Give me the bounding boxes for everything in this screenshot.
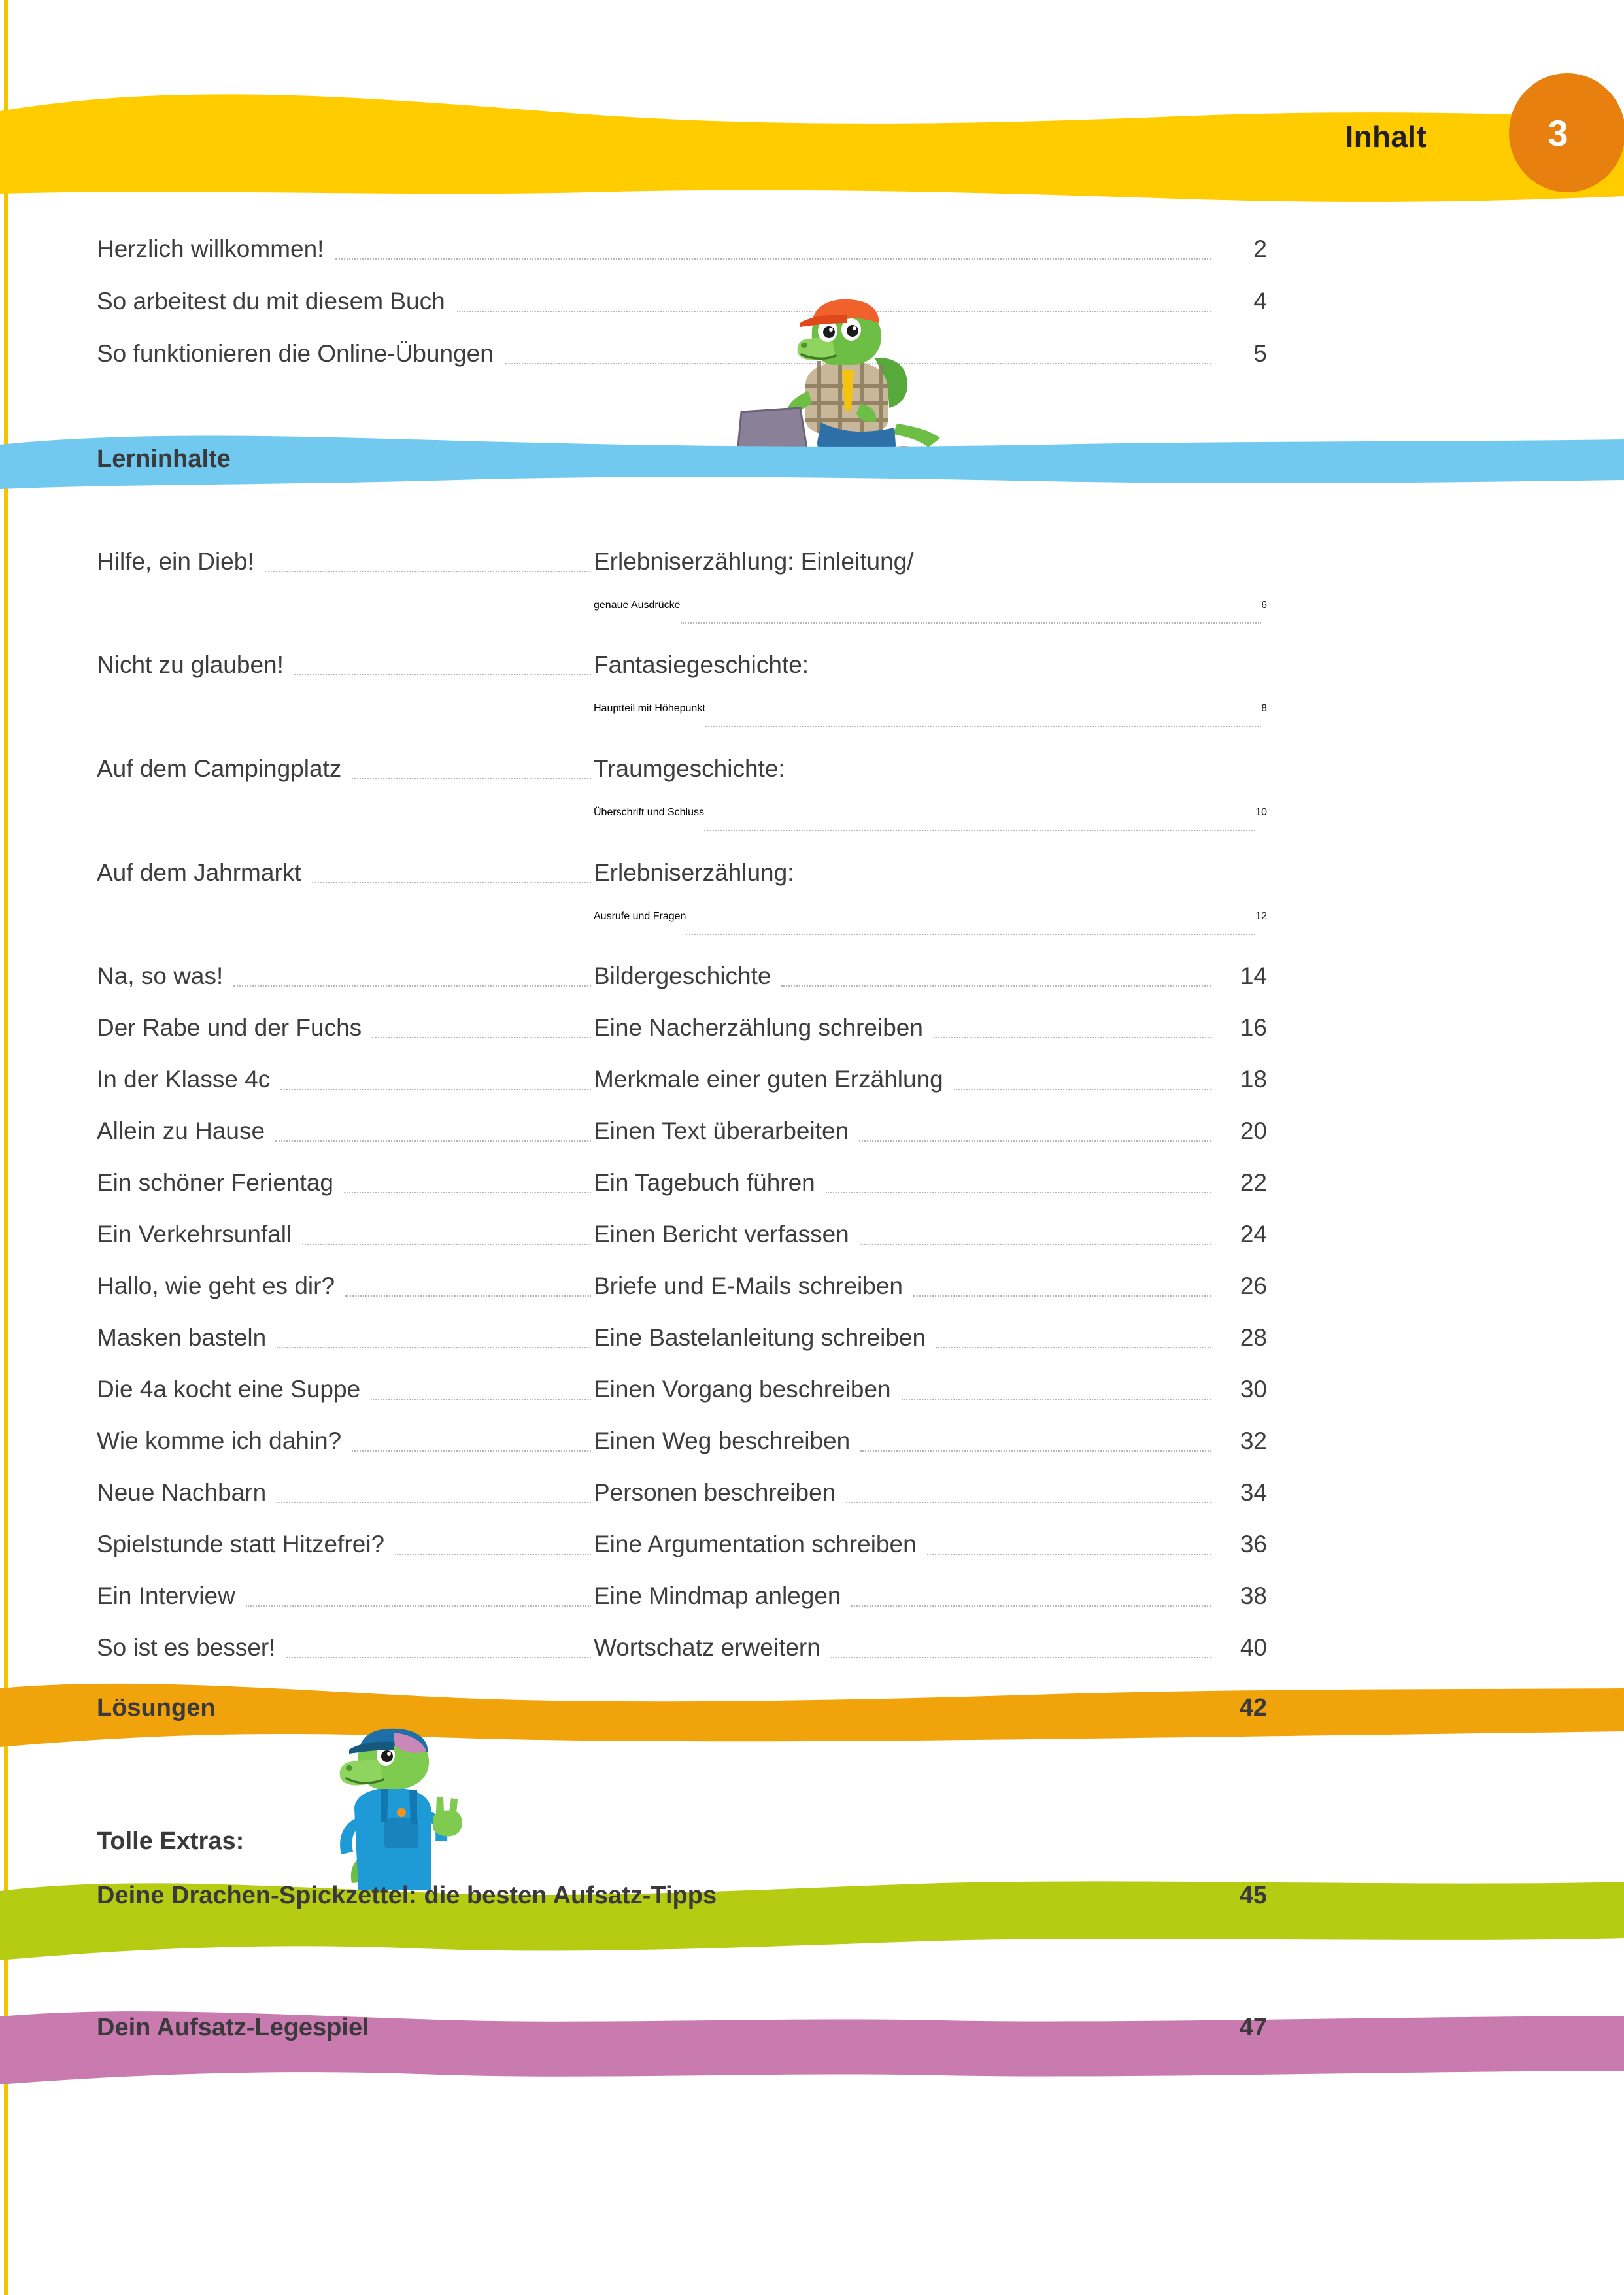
leader-dots [860,1450,1211,1452]
leader-dots [686,934,1255,935]
entry-title: Spielstunde statt Hitzefrei? [97,1531,385,1557]
entry-desc-cont: Hauptteil mit Höhepunkt [594,703,705,714]
entry-right [594,1169,1267,1199]
entry-title: Herzlich willkommen! [97,235,324,262]
leader-dots [371,1399,591,1400]
leader-dots [312,882,591,883]
entry-title: Ein schöner Ferientag [97,1169,333,1196]
leader-dots [275,1140,591,1142]
leader-dots [851,1605,1211,1606]
entry-desc: Eine Mindmap anlegen [594,1582,841,1609]
band-label-loesungen: Lösungen [97,1694,216,1722]
entry-page: 12 [1255,911,1267,922]
entry-right [594,1479,1267,1509]
entry-left [97,1272,591,1302]
entry-left [97,755,591,785]
leader-dots [233,985,591,987]
entry-right [594,962,1267,993]
entry-desc: Wortschatz erweitern [594,1634,820,1661]
entry-page: 2 [1253,235,1267,262]
entry-page: 6 [1261,600,1267,611]
entry-right [594,755,1267,785]
page-title: Inhalt [1345,120,1427,154]
entry-right [594,1427,1267,1457]
entry-left [97,859,591,889]
leader-dots [681,622,1262,624]
leader-dots [705,726,1261,727]
toc-entry-intro[interactable] [97,340,1267,370]
extras-label: Tolle Extras: [97,1828,245,1855]
entry-title: Der Rabe und der Fuchs [97,1014,362,1041]
entry-title: Ein Interview [97,1582,235,1609]
band-label-spickzettel: Deine Drachen-Spickzettel: die besten Aufsatz-Tipps [97,1882,717,1909]
entry-right [594,859,1267,889]
entry-right-line2 [594,911,1267,941]
entry-title: Auf dem Campingplatz [97,755,342,782]
entry-desc: Einen Weg beschreiben [594,1427,851,1454]
page-number: 3 [1548,112,1568,154]
leader-dots [286,1657,591,1658]
entry-desc: Traumgeschichte: [594,755,785,782]
entry-left [97,1169,591,1199]
leader-dots [280,1089,591,1090]
entry-desc: Briefe und E-Mails schreiben [594,1272,903,1299]
leader-dots [265,571,591,572]
entry-left [97,1634,591,1664]
entry-title: Hilfe, ein Dieb! [97,548,254,575]
leader-dots [934,1037,1211,1038]
entry-page: 5 [1253,340,1267,367]
entry-page: 32 [1240,1427,1267,1454]
entry-title: Auf dem Jahrmarkt [97,859,301,886]
toc-entry-intro[interactable] [97,235,1267,265]
entry-right [594,1634,1267,1664]
entry-right [594,1272,1267,1302]
band-page-loesungen: 42 [1239,1694,1267,1722]
entry-left [97,1376,591,1406]
entry-title: So ist es besser! [97,1634,276,1661]
entry-page: 36 [1240,1531,1267,1557]
entry-desc: Einen Bericht verfassen [594,1221,849,1248]
leader-dots [781,985,1211,987]
leader-dots [335,258,1211,260]
entry-desc: Einen Text überarbeiten [594,1117,849,1144]
leader-dots [954,1089,1211,1090]
legespiel-pink-band [0,1988,1624,2105]
entry-left [97,1324,591,1354]
band-label-lerninhalte: Lerninhalte [97,445,231,473]
leader-dots [294,674,591,675]
entry-desc: Eine Bastelanleitung schreiben [594,1324,926,1351]
entry-desc: Personen beschreiben [594,1479,836,1506]
toc-entry-intro[interactable] [97,288,1267,318]
entry-left [97,1117,591,1148]
entry-desc: Eine Nacherzählung schreiben [594,1014,923,1041]
entry-title: Neue Nachbarn [97,1479,267,1506]
entry-page: 18 [1240,1066,1267,1093]
entry-right-line2 [594,807,1267,837]
entry-desc-cont: genaue Ausdrücke [594,600,681,611]
entry-right [594,651,1267,681]
entry-page: 30 [1240,1376,1267,1402]
lerninhalte-blue-band [0,416,1624,502]
leader-dots [277,1502,591,1503]
entry-desc: Erlebniserzählung: Einleitung/ [594,548,914,575]
entry-desc: Merkmale einer guten Erzählung [594,1066,943,1093]
entry-page: 22 [1240,1169,1267,1196]
entry-desc: Einen Vorgang beschreiben [594,1376,891,1402]
entry-right-line2 [594,600,1267,630]
leader-dots [860,1244,1211,1245]
leader-dots [345,1295,591,1297]
entry-desc: Ein Tagebuch führen [594,1169,815,1196]
entry-left [97,548,591,578]
entry-left [97,1582,591,1612]
entry-page: 20 [1240,1117,1267,1144]
entry-left [97,1479,591,1509]
entry-page: 14 [1240,962,1267,989]
leader-dots [826,1192,1211,1193]
entry-title: Wie komme ich dahin? [97,1427,342,1454]
entry-left [97,962,591,993]
entry-right [594,1014,1267,1044]
leader-dots [246,1605,591,1606]
band-page-legespiel: 47 [1239,2014,1267,2041]
entry-right-line2 [594,703,1267,733]
entry-desc-cont: Überschrift und Schluss [594,807,704,818]
entry-page: 38 [1240,1582,1267,1609]
entry-page: 28 [1240,1324,1267,1351]
leader-dots [913,1295,1211,1297]
loesungen-orange-band [0,1671,1624,1763]
leader-dots [859,1140,1211,1142]
entry-page: 26 [1240,1272,1267,1299]
entry-title: So arbeitest du mit diesem Buch [97,288,445,314]
entry-title: Allein zu Hause [97,1117,265,1144]
leader-dots [902,1399,1211,1400]
entry-left [97,651,591,681]
leader-dots [372,1037,591,1038]
leader-dots [352,1450,591,1452]
band-label-legespiel: Dein Aufsatz-Legespiel [97,2014,369,2041]
band-page-spickzettel: 45 [1239,1882,1267,1909]
leader-dots [352,778,591,779]
spickzettel-green-band [0,1857,1624,1975]
leader-dots [936,1347,1211,1348]
entry-title: Masken basteln [97,1324,267,1351]
entry-page: 34 [1240,1479,1267,1506]
entry-title: Ein Verkehrsunfall [97,1221,292,1248]
entry-desc-cont: Ausrufe und Fragen [594,911,686,922]
entry-right [594,1376,1267,1406]
entry-page: 24 [1240,1221,1267,1248]
leader-dots [846,1502,1211,1503]
entry-desc: Erlebniserzählung: [594,859,794,886]
entry-left [97,1531,591,1561]
entry-left [97,1066,591,1096]
leader-dots [277,1347,591,1348]
entry-page: 4 [1253,288,1267,314]
entry-right [594,1221,1267,1251]
leader-dots [395,1554,591,1555]
leader-dots [344,1192,591,1193]
leader-dots [302,1244,591,1245]
entry-title: Die 4a kocht eine Suppe [97,1376,361,1402]
entry-desc: Eine Argumentation schreiben [594,1531,917,1557]
entry-right [594,1582,1267,1612]
entry-desc: Bildergeschichte [594,962,771,989]
entry-title: Hallo, wie geht es dir? [97,1272,335,1299]
entry-right [594,1117,1267,1148]
entry-title: Nicht zu glauben! [97,651,284,678]
entry-left [97,1427,591,1457]
entry-right [594,1324,1267,1354]
leader-dots [704,830,1255,831]
entry-page: 10 [1255,807,1267,818]
entry-left [97,1221,591,1251]
entry-right [594,1531,1267,1561]
entry-right [594,1066,1267,1096]
leader-dots [831,1657,1211,1658]
leader-dots [927,1554,1211,1555]
entry-title: So funktionieren die Online-Übungen [97,340,494,367]
entry-desc: Fantasiegeschichte: [594,651,809,678]
entry-right [594,548,1267,578]
entry-page: 16 [1240,1014,1267,1041]
entry-page: 40 [1240,1634,1267,1661]
entry-title: Na, so was! [97,962,224,989]
entry-title: In der Klasse 4c [97,1066,271,1093]
entry-left [97,1014,591,1044]
entry-page: 8 [1261,703,1267,714]
